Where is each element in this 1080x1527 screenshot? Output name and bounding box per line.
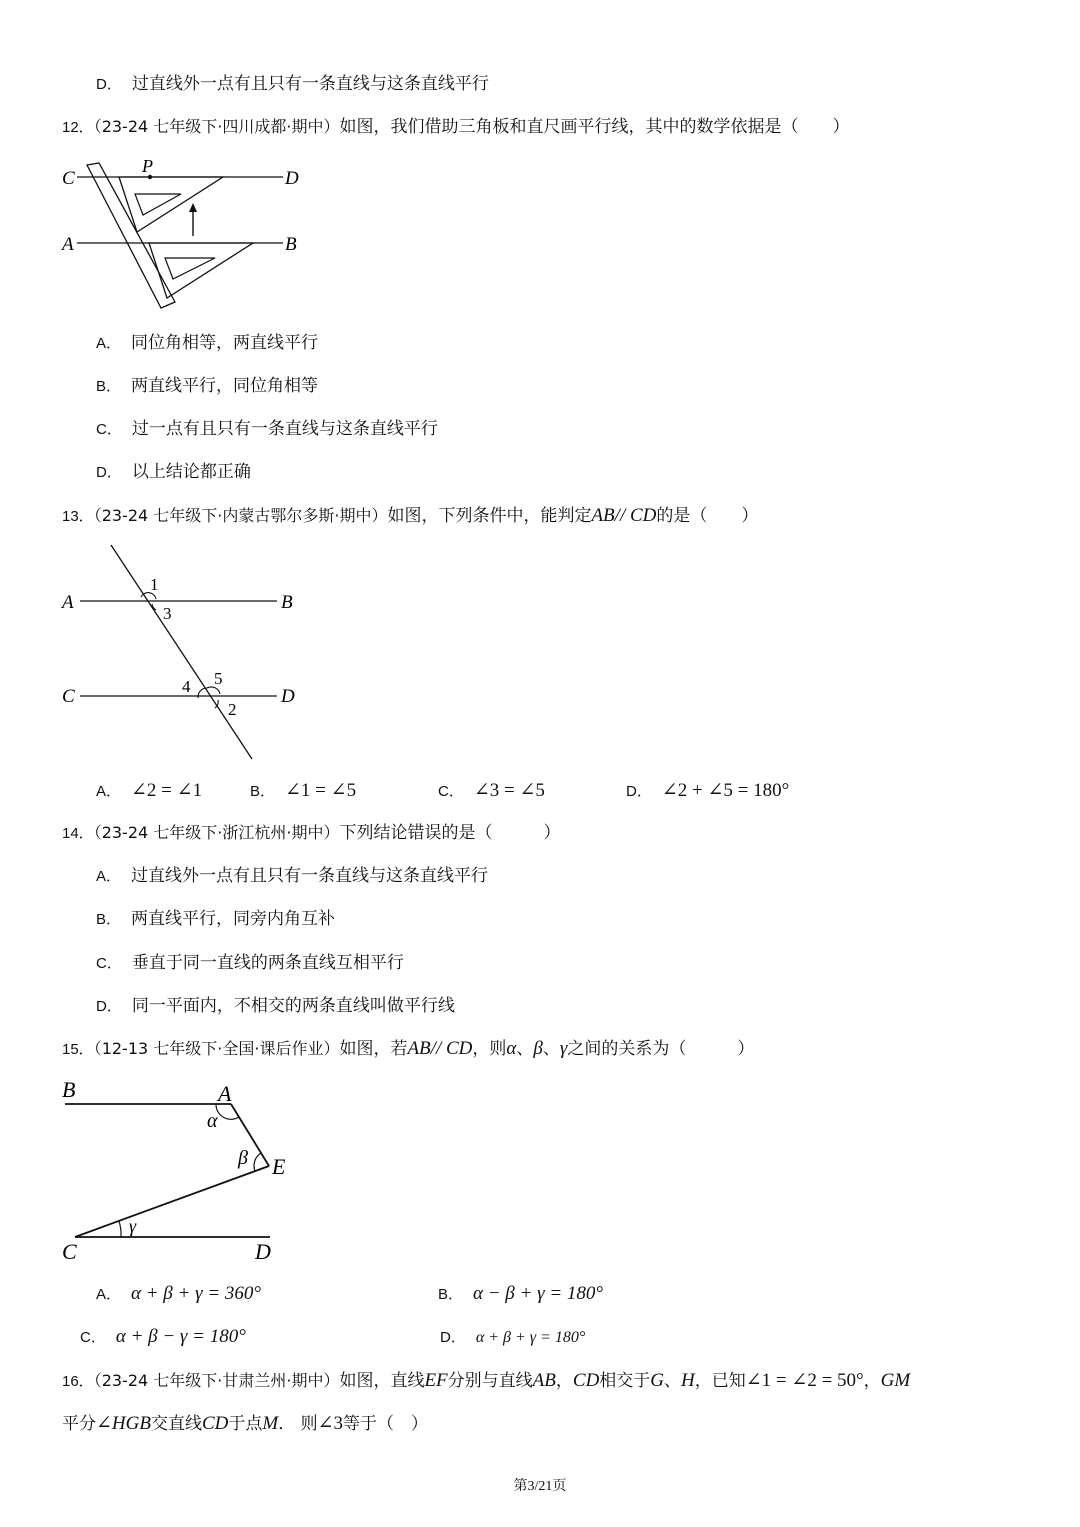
option-letter: B． — [96, 911, 122, 928]
q13-figure — [55, 540, 315, 765]
option-text: 垂直于同一直线的两条直线互相平行 — [131, 953, 404, 973]
label-p: P — [142, 156, 153, 176]
question-number: 13． — [62, 508, 94, 525]
option-letter: C． — [96, 955, 122, 972]
q14-option-c — [96, 951, 404, 976]
question-text: 如图，直线 — [339, 1371, 425, 1391]
option-letter: A． — [96, 868, 122, 885]
option-expr: ∠3 = ∠5 — [473, 780, 545, 801]
question-text: 如图，下列条件中，能判定 — [387, 506, 592, 526]
option-expr: ∠1 = ∠5 — [285, 780, 357, 801]
question-source: （23-24 七年级下·浙江杭州·期中） — [93, 823, 340, 842]
option-text: 以上结论都正确 — [131, 462, 251, 482]
arrow-head-icon — [189, 203, 197, 212]
q15-option-d — [440, 1325, 585, 1350]
option-expr: α − β + γ = 180° — [473, 1283, 604, 1304]
q11-option-d — [96, 72, 489, 97]
q14-option-b — [96, 907, 335, 932]
label-c: C — [62, 168, 75, 189]
q13-option-d — [626, 779, 789, 804]
angle-arc-gamma — [119, 1221, 121, 1237]
question-text: 交直线 — [150, 1414, 202, 1434]
math-g: G — [650, 1370, 665, 1391]
option-expr: α + β + γ = 180° — [475, 1329, 586, 1346]
question-source: （23-24 七年级下·内蒙古鄂尔多斯·期中） — [93, 506, 388, 525]
option-expr: α + β − γ = 180° — [115, 1326, 246, 1347]
math-ab-parallel-cd: AB// CD — [591, 505, 657, 526]
label-c: C — [62, 1239, 77, 1264]
question-source: （23-24 七年级下·四川成都·期中） — [93, 117, 340, 136]
label-b: B — [62, 1077, 76, 1102]
option-letter: B． — [96, 378, 122, 395]
question-source: （12-13 七年级下·全国·课后作业） — [93, 1039, 340, 1058]
math-ef: EF — [424, 1370, 448, 1391]
option-letter: A． — [96, 1286, 122, 1303]
label-a: A — [62, 592, 74, 613]
question-text: ， — [863, 1371, 881, 1391]
q13-option-c — [438, 779, 545, 804]
q12-option-c — [96, 417, 438, 442]
label-angle-4: 4 — [182, 677, 191, 696]
question-text: 平分 — [62, 1414, 96, 1434]
option-expr: ∠2 = ∠1 — [131, 780, 203, 801]
q15-figure — [55, 1075, 305, 1270]
option-letter: D． — [626, 783, 652, 800]
option-expr: α + β + γ = 360° — [131, 1283, 262, 1304]
math-angle-hgb: ∠HGB — [96, 1413, 151, 1434]
label-d: D — [281, 686, 295, 707]
question-text: 如图，我们借助三角板和直尺画平行线，其中的数学依据是（ ） — [339, 117, 850, 137]
label-angle-1: 1 — [150, 575, 159, 594]
label-a: A — [218, 1081, 232, 1106]
option-letter: A． — [96, 783, 122, 800]
label-angle-3: 3 — [163, 604, 172, 623]
question-source: （23-24 七年级下·甘肃兰州·期中） — [93, 1371, 340, 1390]
label-alpha: α — [207, 1110, 218, 1132]
q13-option-b — [250, 779, 356, 804]
question-text: 分别与直线 — [447, 1371, 533, 1391]
page-footer: 第3/21页 — [513, 1479, 567, 1494]
label-a: A — [62, 234, 74, 255]
label-b: B — [285, 234, 297, 255]
angle-arc-beta — [254, 1153, 261, 1171]
label-beta: β — [238, 1147, 248, 1169]
math-angle-3: ∠3 — [317, 1413, 344, 1434]
label-b: B — [281, 592, 293, 613]
question-text: 、 — [664, 1371, 682, 1391]
segment-ec — [75, 1166, 269, 1237]
q14-option-a — [96, 864, 488, 889]
math-cd: CD — [201, 1413, 229, 1434]
q12-option-b — [96, 374, 318, 399]
option-text: 过直线外一点有且只有一条直线与这条直线平行 — [131, 74, 489, 94]
triangle-upper — [119, 177, 223, 232]
triangle-lower-inner — [165, 258, 215, 279]
question-text-tail: 的是（ ） — [656, 506, 759, 526]
q12-option-d — [96, 460, 251, 485]
separator: 、 — [542, 1039, 560, 1059]
math-cd: CD — [572, 1370, 600, 1391]
label-angle-2: 2 — [228, 700, 237, 719]
option-letter: D． — [96, 464, 122, 481]
q15-option-c — [80, 1325, 246, 1350]
q13-stem — [62, 504, 758, 529]
q15-stem — [62, 1037, 754, 1062]
question-text: 等于（ ） — [343, 1414, 429, 1434]
label-d: D — [255, 1239, 271, 1264]
question-text: 如图，若 — [339, 1039, 408, 1059]
option-letter: C． — [438, 783, 464, 800]
question-text: ． 则 — [278, 1414, 318, 1434]
option-letter: B． — [438, 1286, 464, 1303]
q15-option-a — [96, 1282, 261, 1307]
question-text: 相交于 — [599, 1371, 651, 1391]
q16-stem-line-2 — [62, 1412, 428, 1436]
option-letter: B． — [250, 783, 276, 800]
transversal — [111, 545, 252, 759]
math-gm: GM — [880, 1370, 911, 1391]
math-alpha: α — [506, 1038, 517, 1059]
option-text: 过一点有且只有一条直线与这条直线平行 — [131, 419, 438, 439]
question-text: ，已知 — [694, 1371, 746, 1391]
option-text: 过直线外一点有且只有一条直线与这条直线平行 — [131, 866, 489, 886]
label-d: D — [285, 168, 299, 189]
q12-figure — [55, 152, 315, 317]
question-text: ，则 — [472, 1039, 507, 1059]
q12-option-a — [96, 331, 318, 356]
option-letter: D． — [96, 998, 122, 1015]
q14-option-d — [96, 994, 455, 1019]
q13-option-a — [96, 779, 202, 804]
label-e: E — [272, 1154, 286, 1179]
math-beta: β — [533, 1038, 543, 1059]
option-letter: D． — [440, 1329, 466, 1346]
option-letter: C． — [80, 1329, 106, 1346]
option-expr: ∠2 + ∠5 = 180° — [661, 780, 790, 801]
option-letter: C． — [96, 421, 122, 438]
math-m: M — [262, 1413, 279, 1434]
option-text: 同一平面内，不相交的两条直线叫做平行线 — [131, 996, 455, 1016]
triangle-upper-inner — [135, 194, 181, 215]
question-number: 12． — [62, 119, 94, 136]
math-angle-expr: ∠1 = ∠2 = 50° — [745, 1370, 864, 1391]
option-text: 两直线平行，同旁内角互补 — [131, 909, 336, 929]
math-gamma: γ — [559, 1038, 568, 1059]
label-angle-5: 5 — [214, 669, 223, 688]
label-gamma: γ — [129, 1216, 137, 1236]
segment-ae — [231, 1104, 269, 1166]
separator: 、 — [516, 1039, 534, 1059]
q16-stem-line-1 — [62, 1369, 910, 1394]
ruler — [87, 163, 175, 308]
math-ab-parallel-cd: AB// CD — [407, 1038, 473, 1059]
q15-option-b — [438, 1282, 603, 1307]
question-text: 下列结论错误的是（ ） — [339, 823, 561, 843]
option-letter: A． — [96, 335, 122, 352]
question-text: ， — [555, 1371, 573, 1391]
label-c: C — [62, 686, 75, 707]
option-text: 两直线平行，同位角相等 — [131, 376, 319, 396]
question-number: 16． — [62, 1373, 94, 1390]
triangle-lower — [149, 243, 253, 298]
q14-stem — [62, 821, 560, 846]
option-text: 同位角相等，两直线平行 — [131, 333, 319, 353]
math-h: H — [681, 1370, 695, 1391]
q12-stem — [62, 115, 849, 140]
math-ab: AB — [532, 1370, 556, 1391]
question-text-tail: 之间的关系为（ ） — [567, 1039, 755, 1059]
question-text: 于点 — [228, 1414, 263, 1434]
question-number: 15． — [62, 1041, 94, 1058]
question-number: 14． — [62, 825, 94, 842]
option-letter: D． — [96, 76, 122, 93]
